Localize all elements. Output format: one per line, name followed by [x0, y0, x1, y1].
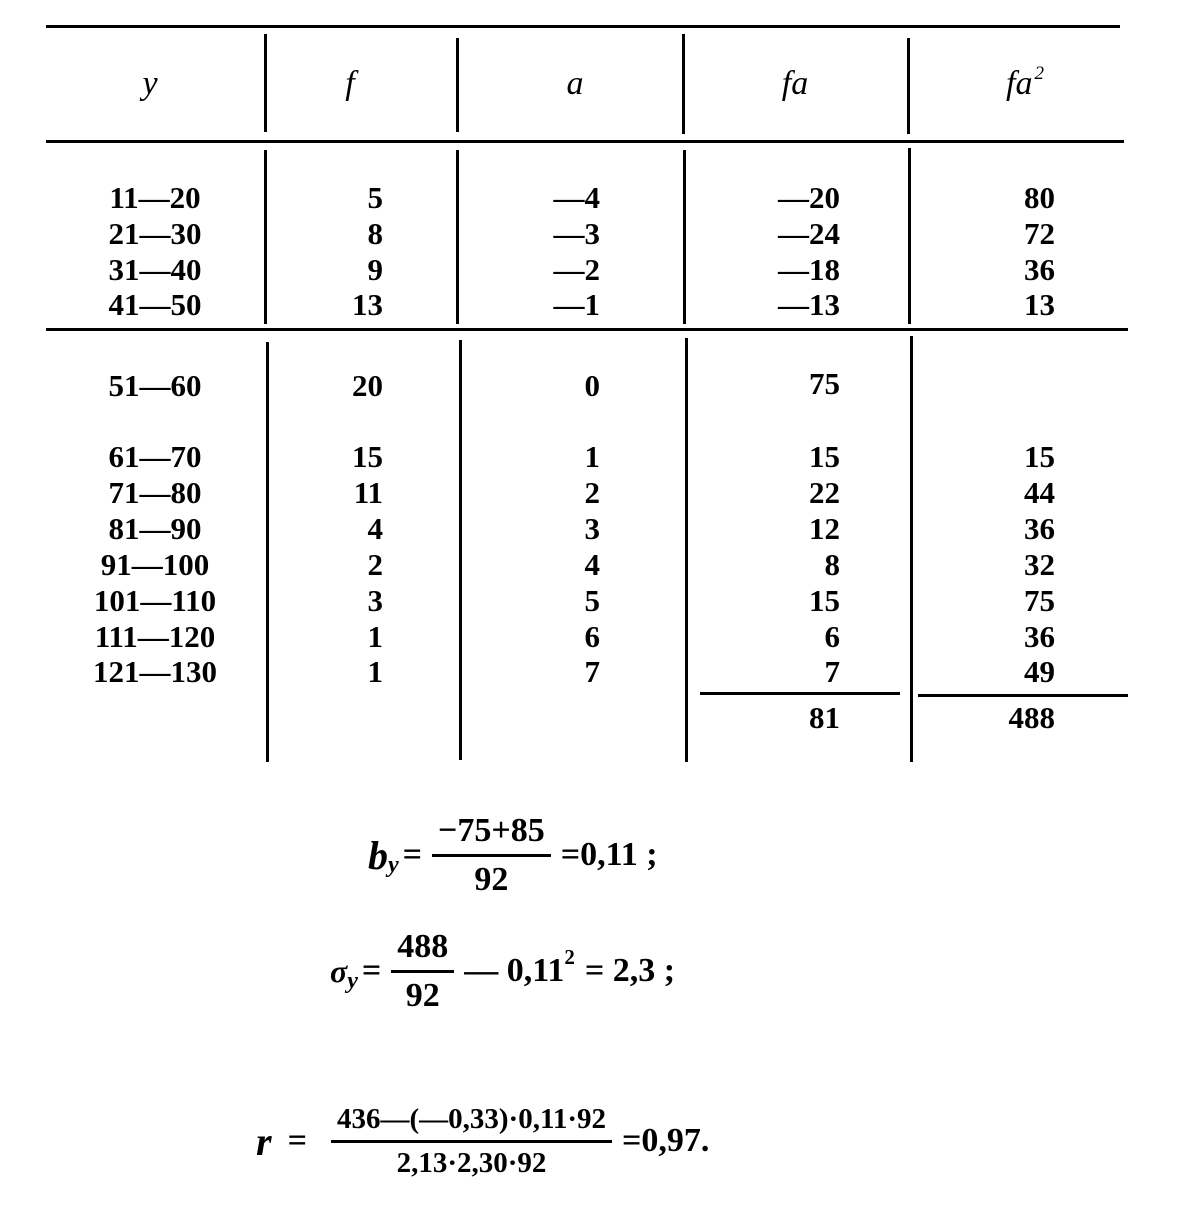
cell-f: 1 — [367, 619, 383, 654]
r-fraction — [331, 1103, 612, 1180]
header-bottom-rule — [46, 140, 1124, 143]
cell-fa: 75 — [809, 366, 840, 401]
header-divider-2 — [456, 38, 459, 132]
sigma-numerator: 488 — [391, 928, 454, 973]
body-upper-divider-3 — [683, 150, 686, 324]
cell-fa2: 36 — [1024, 511, 1055, 546]
cell-fa: 22 — [809, 475, 840, 510]
header-divider-4 — [907, 38, 910, 134]
cell-f: 8 — [367, 216, 383, 251]
cell-y: 11—20 — [109, 180, 201, 215]
cell-y: 51—60 — [108, 368, 202, 403]
formula-sigma — [330, 928, 685, 1014]
sigma-denominator: 92 — [405, 976, 440, 1014]
cell-fa2: 49 — [1024, 654, 1055, 689]
body-upper-divider-1 — [264, 150, 267, 324]
cell-y: 91—100 — [100, 547, 210, 582]
cell-fa2: 44 — [1024, 475, 1055, 510]
cell-fa: —20 — [778, 180, 840, 215]
cell-fa: 15 — [809, 439, 840, 474]
header-divider-1 — [264, 34, 267, 132]
header-divider-3 — [682, 34, 685, 134]
cell-a: 4 — [584, 547, 600, 582]
by-result: =0,11 ; — [560, 836, 658, 873]
cell-a: 1 — [584, 439, 600, 474]
sigma-minus-term: — 0,11 — [464, 952, 565, 989]
cell-f: 9 — [367, 252, 383, 287]
cell-a: —3 — [553, 216, 600, 251]
sigma-result: = 2,3 ; — [584, 952, 676, 989]
cell-fa: —18 — [778, 252, 840, 287]
by-numerator: −75+85 — [432, 812, 551, 857]
cell-fa2: 32 — [1024, 547, 1055, 582]
body-upper-divider-4 — [908, 148, 911, 324]
header-fa: fa — [781, 65, 809, 102]
sigma-exponent: 2 — [564, 944, 575, 969]
r-equals: = — [287, 1122, 307, 1159]
cell-f: 11 — [353, 475, 383, 510]
cell-fa: 7 — [824, 654, 840, 689]
cell-fa: 15 — [809, 583, 840, 618]
cell-y: 21—30 — [108, 216, 202, 251]
by-denominator: 92 — [474, 860, 509, 898]
cell-y: 121—130 — [93, 654, 217, 689]
cell-f: 15 — [352, 439, 383, 474]
cell-a: 0 — [584, 368, 600, 403]
cell-f: 1 — [367, 654, 383, 689]
cell-fa: 8 — [824, 547, 840, 582]
cell-y: 101—110 — [93, 583, 217, 618]
cell-fa2: 36 — [1024, 252, 1055, 287]
table-top-rule — [46, 25, 1120, 28]
cell-y: 71—80 — [108, 475, 202, 510]
r-symbol: r — [256, 1118, 272, 1164]
cell-f: 5 — [367, 180, 383, 215]
cell-a: 5 — [584, 583, 600, 618]
header-y: y — [142, 65, 158, 102]
total-fa: 81 — [809, 700, 840, 735]
cell-y: 41—50 — [108, 287, 202, 322]
cell-a: 2 — [584, 475, 600, 510]
by-symbol: b — [368, 832, 388, 878]
cell-fa2 — [925, 366, 1055, 402]
r-result: =0,97. — [622, 1122, 710, 1159]
by-fraction — [432, 812, 551, 899]
body-lower-divider-1 — [266, 342, 269, 762]
cell-fa: 12 — [809, 511, 840, 546]
body-lower-divider-4 — [910, 336, 913, 762]
formula-by — [368, 812, 658, 898]
formula-r — [256, 1096, 709, 1186]
r-denominator: 2,13·2,30·92 — [396, 1146, 547, 1179]
cell-fa2: 72 — [1024, 216, 1055, 251]
cell-fa2: 13 — [1024, 287, 1055, 322]
sigma-symbol: σ — [330, 952, 348, 989]
header-fa2: fa $^2$ — [1006, 63, 1044, 102]
cell-a: —4 — [553, 180, 600, 215]
body-lower-divider-2 — [459, 340, 462, 760]
cell-a: 7 — [584, 654, 600, 689]
by-equals: = — [402, 836, 423, 873]
cell-f: 20 — [352, 368, 383, 403]
cell-a: —1 — [553, 287, 600, 322]
cell-y: 111—120 — [94, 619, 216, 654]
cell-a: 3 — [584, 511, 600, 546]
section-divider-rule — [46, 328, 1128, 331]
cell-fa2: 36 — [1024, 619, 1055, 654]
header-f: f — [345, 65, 355, 102]
cell-fa2: 15 — [1024, 439, 1055, 474]
body-upper-divider-2 — [456, 150, 459, 324]
cell-f: 13 — [352, 287, 383, 322]
cell-f: 4 — [367, 511, 383, 546]
cell-y: 61—70 — [108, 439, 202, 474]
cell-fa2: 75 — [1024, 583, 1055, 618]
cell-f: 2 — [367, 547, 383, 582]
cell-fa: 6 — [824, 619, 840, 654]
sigma-fraction — [391, 928, 454, 1015]
sigma-subscript: y — [347, 967, 358, 994]
cell-fa: —13 — [778, 287, 840, 322]
cell-a: 6 — [584, 619, 600, 654]
header-a: a — [566, 65, 584, 102]
sigma-equals: = — [361, 952, 382, 989]
fa-total-rule — [700, 692, 900, 695]
body-lower-divider-3 — [685, 338, 688, 762]
cell-f: 3 — [367, 583, 383, 618]
fa2-total-rule — [918, 694, 1128, 697]
cell-fa2: 80 — [1024, 180, 1055, 215]
cell-a: —2 — [553, 252, 600, 287]
by-subscript: y — [388, 851, 399, 878]
r-numerator: 436—(—0,33)·0,11·92 — [331, 1103, 612, 1143]
total-fa2: 488 — [1008, 700, 1055, 735]
cell-y: 81—90 — [108, 511, 202, 546]
cell-y: 31—40 — [108, 252, 202, 287]
cell-fa: —24 — [778, 216, 840, 251]
